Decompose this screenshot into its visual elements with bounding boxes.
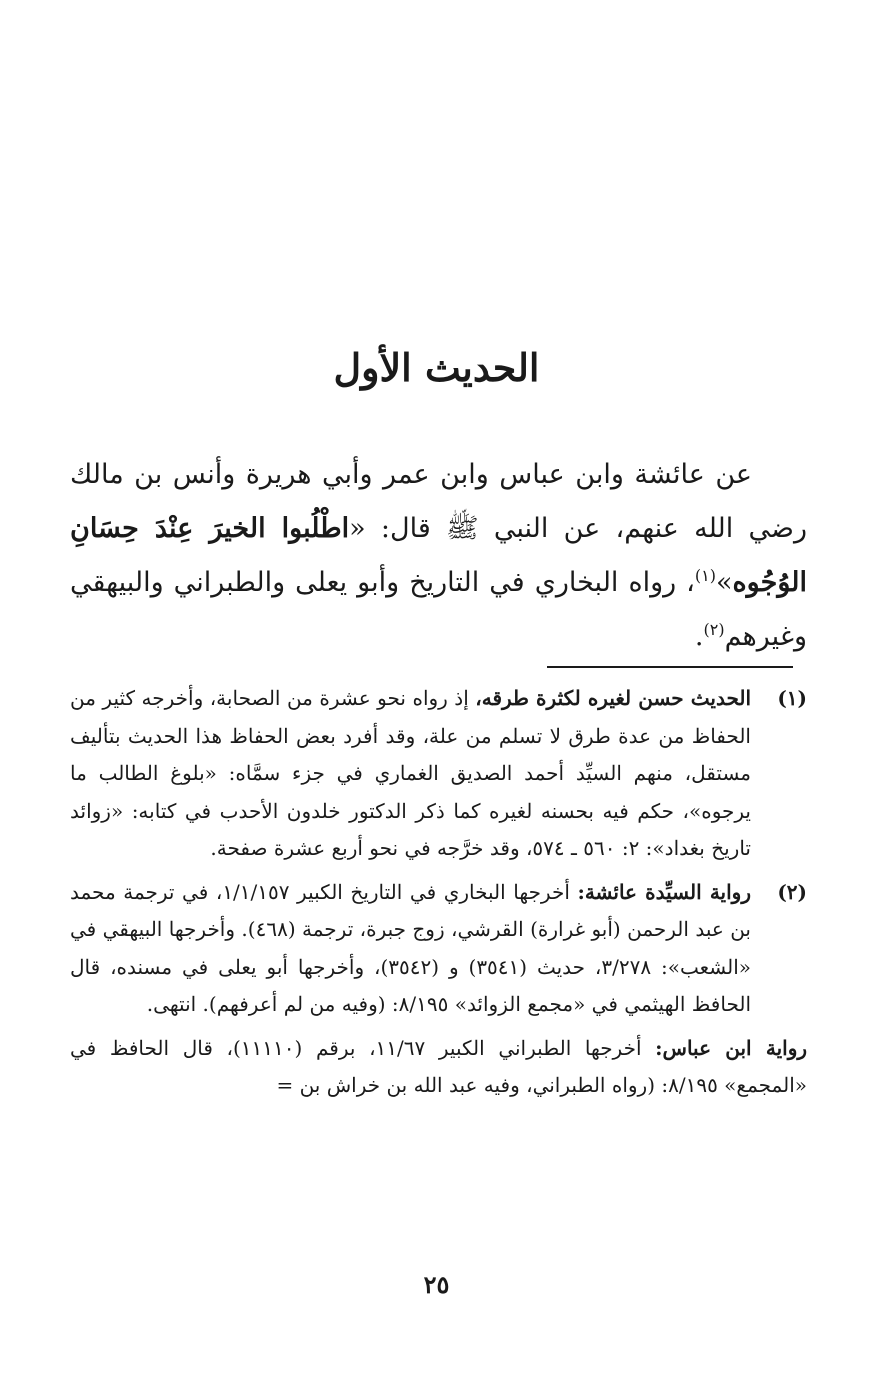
footnote-text: [70, 874, 751, 1024]
footnote-lead: رواية السيِّدة عائشة:: [577, 879, 751, 904]
footnote-divider: [547, 666, 793, 668]
footnote-lead: الحديث حسن لغيره لكثرة طرقه،: [475, 686, 752, 710]
continuation-body: أخرجها الطبراني الكبير ١١/٦٧، برقم (١١١١٠)، قال الحافظ في «المجمع» ٨/١٩٥: (رواه الطبراني، وفيه عبد الله بن خراش بن =: [70, 1035, 807, 1097]
main-paragraph: [70, 448, 807, 664]
footnote-number: (١): [777, 686, 807, 710]
hadith-close-quote: »: [716, 567, 733, 598]
footnote-2-continuation: [70, 1030, 807, 1105]
intro-text: عن عائشة وابن عباس وابن عمر وأبي هريرة وأنس بن مالك رضي الله عنهم، عن النبي ﷺ قال: «: [70, 459, 807, 544]
footnote-1: [70, 680, 807, 868]
hadith-text: اطْلُبوا الخيرَ عِنْدَ حِسَانِ الوُجُوه: [70, 513, 807, 598]
footnote-text: [70, 680, 751, 868]
narration-text: ، رواه البخاري في التاريخ وأبو يعلى والطبراني والبيهقي وغيرهم: [70, 567, 807, 652]
footnote-number: (٢): [777, 879, 807, 904]
footnote-2: [70, 874, 807, 1024]
continuation-lead: رواية ابن عباس:: [655, 1035, 808, 1060]
page-number: ٢٥: [423, 1270, 450, 1299]
paragraph-end: .: [694, 621, 704, 652]
continuation-paragraph: [70, 1030, 807, 1105]
footnotes: [70, 680, 807, 1105]
footnote-ref-2[interactable]: (٢): [703, 620, 725, 639]
main-text: [70, 448, 807, 664]
footnote-body: أخرجها البخاري في التاريخ الكبير ١/١/١٥٧، في ترجمة محمد بن عبد الرحمن (أبو غرارة) القرشي، زوج جبرة، ترجمة (٤٦٨). وأخرجها البيهقي في «الشعب»: ٣/٢٧٨، حديث (٣٥٤١) و (٣٥٤٢)، وأخرجها أبو يعلى في مسنده، قال الحافظ الهيثمي في «مجمع الزوائد» ٨/١٩٥: (وفيه من لم أعرفهم). انتهى.: [70, 879, 751, 1016]
footnote-ref-1[interactable]: (١): [694, 566, 716, 585]
footnote-body: إذ رواه نحو عشرة من الصحابة، وأخرجه كثير من الحفاظ من عدة طرق لا تسلم من علة، وقد أفرد بعض الحفاظ هذا الحديث بتأليف مستقل، منهم السيِّد أحمد الصديق الغماري في جزء سمَّاه: «بلوغ الطالب ما يرجوه»، حكم فيه بحسنه لغيره كما ذكر الدكتور خلدون الأحدب في كتابه: «زوائد تاريخ بغداد»: ٢: ٥٦٠ ـ ٥٧٤، وقد خرَّجه في نحو أربع عشرة صفحة.: [70, 686, 751, 860]
chapter-title: الحديث الأول: [333, 345, 540, 391]
